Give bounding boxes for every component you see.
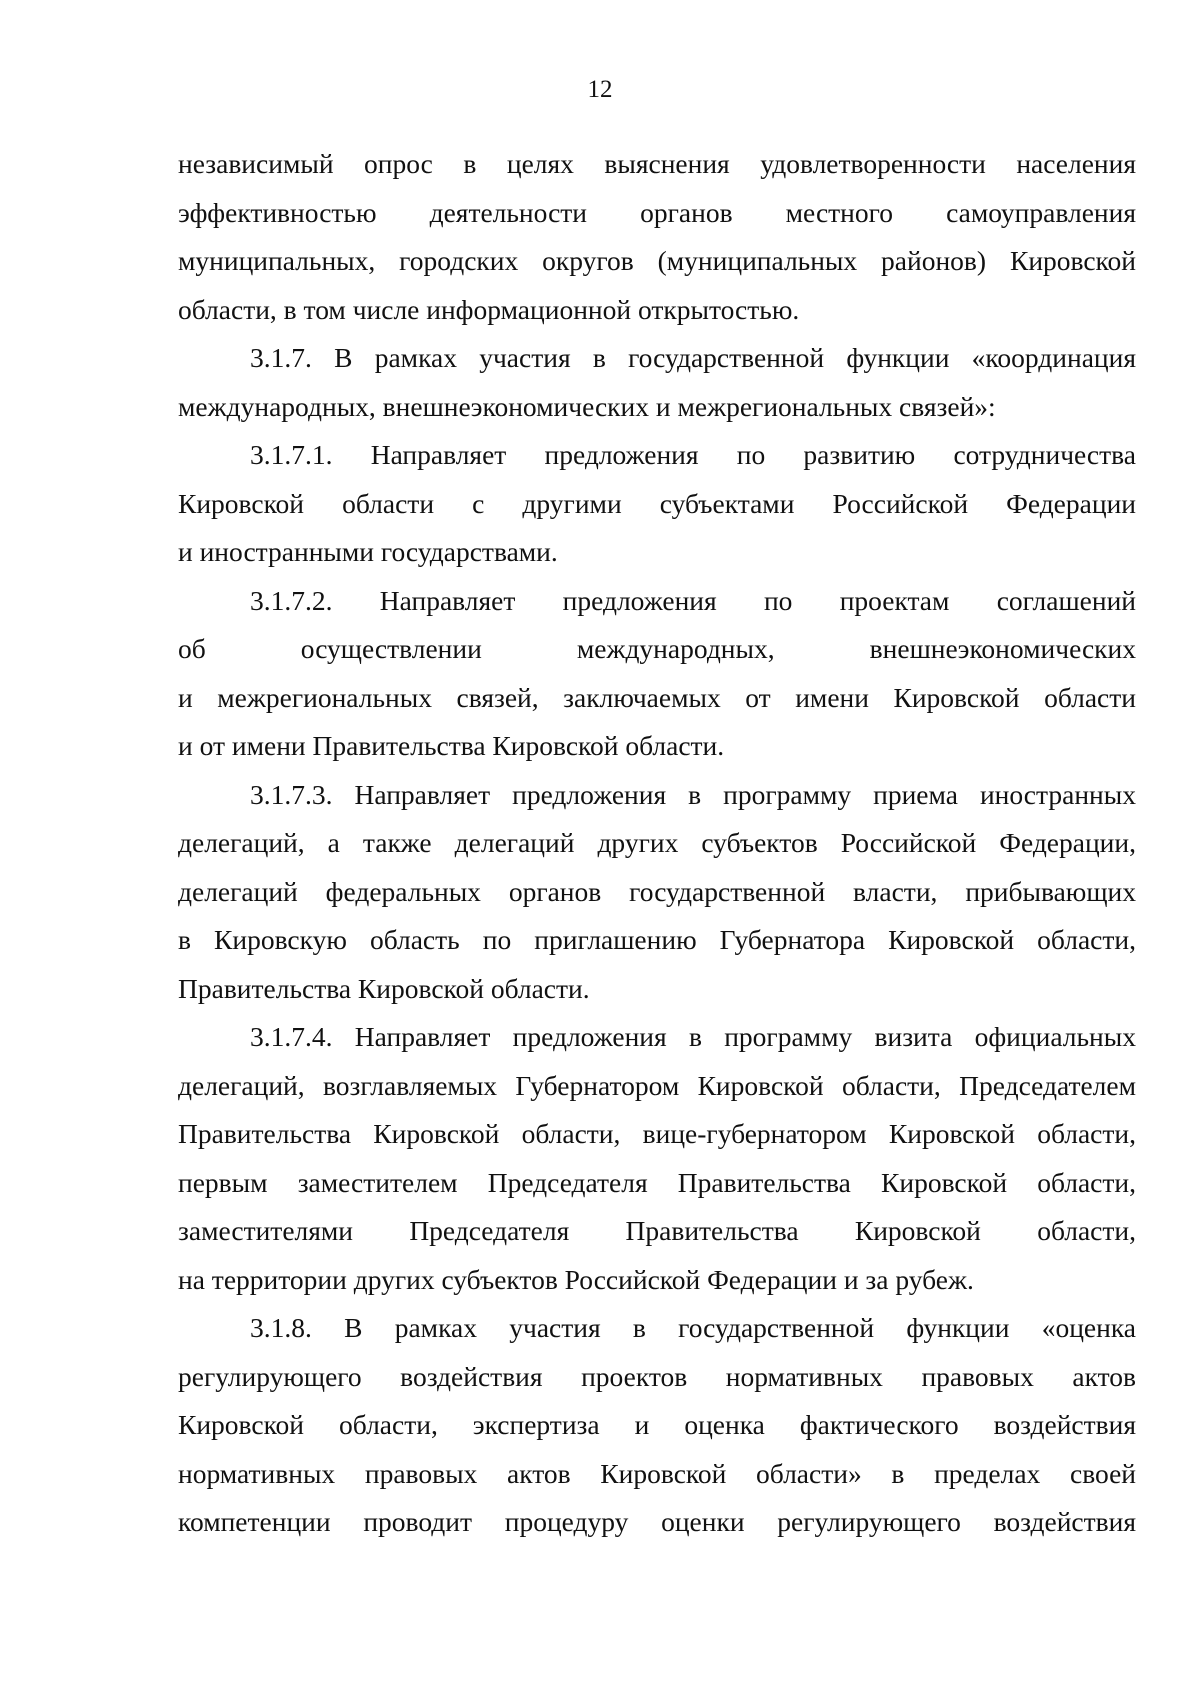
paragraph-continuation bbox=[178, 140, 1136, 334]
paragraph-3-1-8 bbox=[178, 1304, 1136, 1547]
text-line: 3.1.7.4. Направляет предложения в программу визита официальных bbox=[250, 1021, 1136, 1052]
text-line: муниципальных, городских округов (муниципальных районов) Кировской bbox=[178, 245, 1136, 276]
text-line: регулирующего воздействия проектов нормативных правовых актов bbox=[178, 1360, 1136, 1392]
text-line: и межрегиональных связей, заключаемых от имени Кировской области bbox=[178, 681, 1136, 713]
text-line: 3.1.7.2. Направляет предложения по проектам соглашений bbox=[250, 584, 1136, 616]
text-line: об осуществлении международных, внешнеэкономических bbox=[178, 633, 1136, 664]
text-line: делегаций федеральных органов государственной власти, прибывающих bbox=[178, 875, 1136, 907]
text-line: 3.1.7.3. Направляет предложения в программу приема иностранных bbox=[250, 778, 1136, 810]
text-line: заместителями Председателя Правительства Кировской области, bbox=[178, 1215, 1136, 1246]
paragraph-3-1-7-3 bbox=[178, 771, 1136, 1014]
document-body bbox=[178, 140, 1136, 1547]
text-line: области, в том числе информационной открытостью. bbox=[178, 293, 800, 325]
text-line: Кировской области с другими субъектами Российской Федерации bbox=[178, 487, 1136, 519]
text-line: Кировской области, экспертиза и оценка фактического воздействия bbox=[178, 1409, 1136, 1440]
text-line: Правительства Кировской области, вице-губернатором Кировской области, bbox=[178, 1118, 1136, 1149]
text-line: эффективностью деятельности органов местного самоуправления bbox=[178, 196, 1136, 228]
text-line: 3.1.7.1. Направляет предложения по развитию сотрудничества bbox=[250, 439, 1136, 470]
paragraph-3-1-7 bbox=[178, 334, 1136, 431]
text-line: независимый опрос в целях выяснения удовлетворенности населения bbox=[178, 148, 1136, 179]
text-line: 3.1.8. В рамках участия в государственной функции «оценка bbox=[250, 1312, 1136, 1343]
text-line: делегаций, а также делегаций других субъектов Российской Федерации, bbox=[178, 827, 1136, 858]
text-line: нормативных правовых актов Кировской области» в пределах своей bbox=[178, 1457, 1136, 1489]
text-line: на территории других субъектов Российской Федерации и за рубеж. bbox=[178, 1263, 974, 1295]
text-line: Правительства Кировской области. bbox=[178, 972, 590, 1004]
text-line: делегаций, возглавляемых Губернатором Кировской области, Председателем bbox=[178, 1069, 1136, 1101]
text-line: 3.1.7. В рамках участия в государственной функции «координация bbox=[250, 342, 1136, 373]
paragraph-3-1-7-4 bbox=[178, 1013, 1136, 1304]
text-line: и от имени Правительства Кировской области. bbox=[178, 730, 725, 761]
text-line: в Кировскую область по приглашению Губернатора Кировской области, bbox=[178, 924, 1136, 955]
text-line: международных, внешнеэкономических и межрегиональных связей»: bbox=[178, 390, 996, 422]
paragraph-3-1-7-1 bbox=[178, 431, 1136, 577]
page-number: 12 bbox=[587, 76, 613, 103]
text-line: компетенции проводит процедуру оценки регулирующего воздействия bbox=[178, 1506, 1136, 1537]
paragraph-3-1-7-2 bbox=[178, 577, 1136, 771]
text-line: и иностранными государствами. bbox=[178, 536, 558, 567]
text-line: первым заместителем Председателя Правительства Кировской области, bbox=[178, 1166, 1136, 1198]
